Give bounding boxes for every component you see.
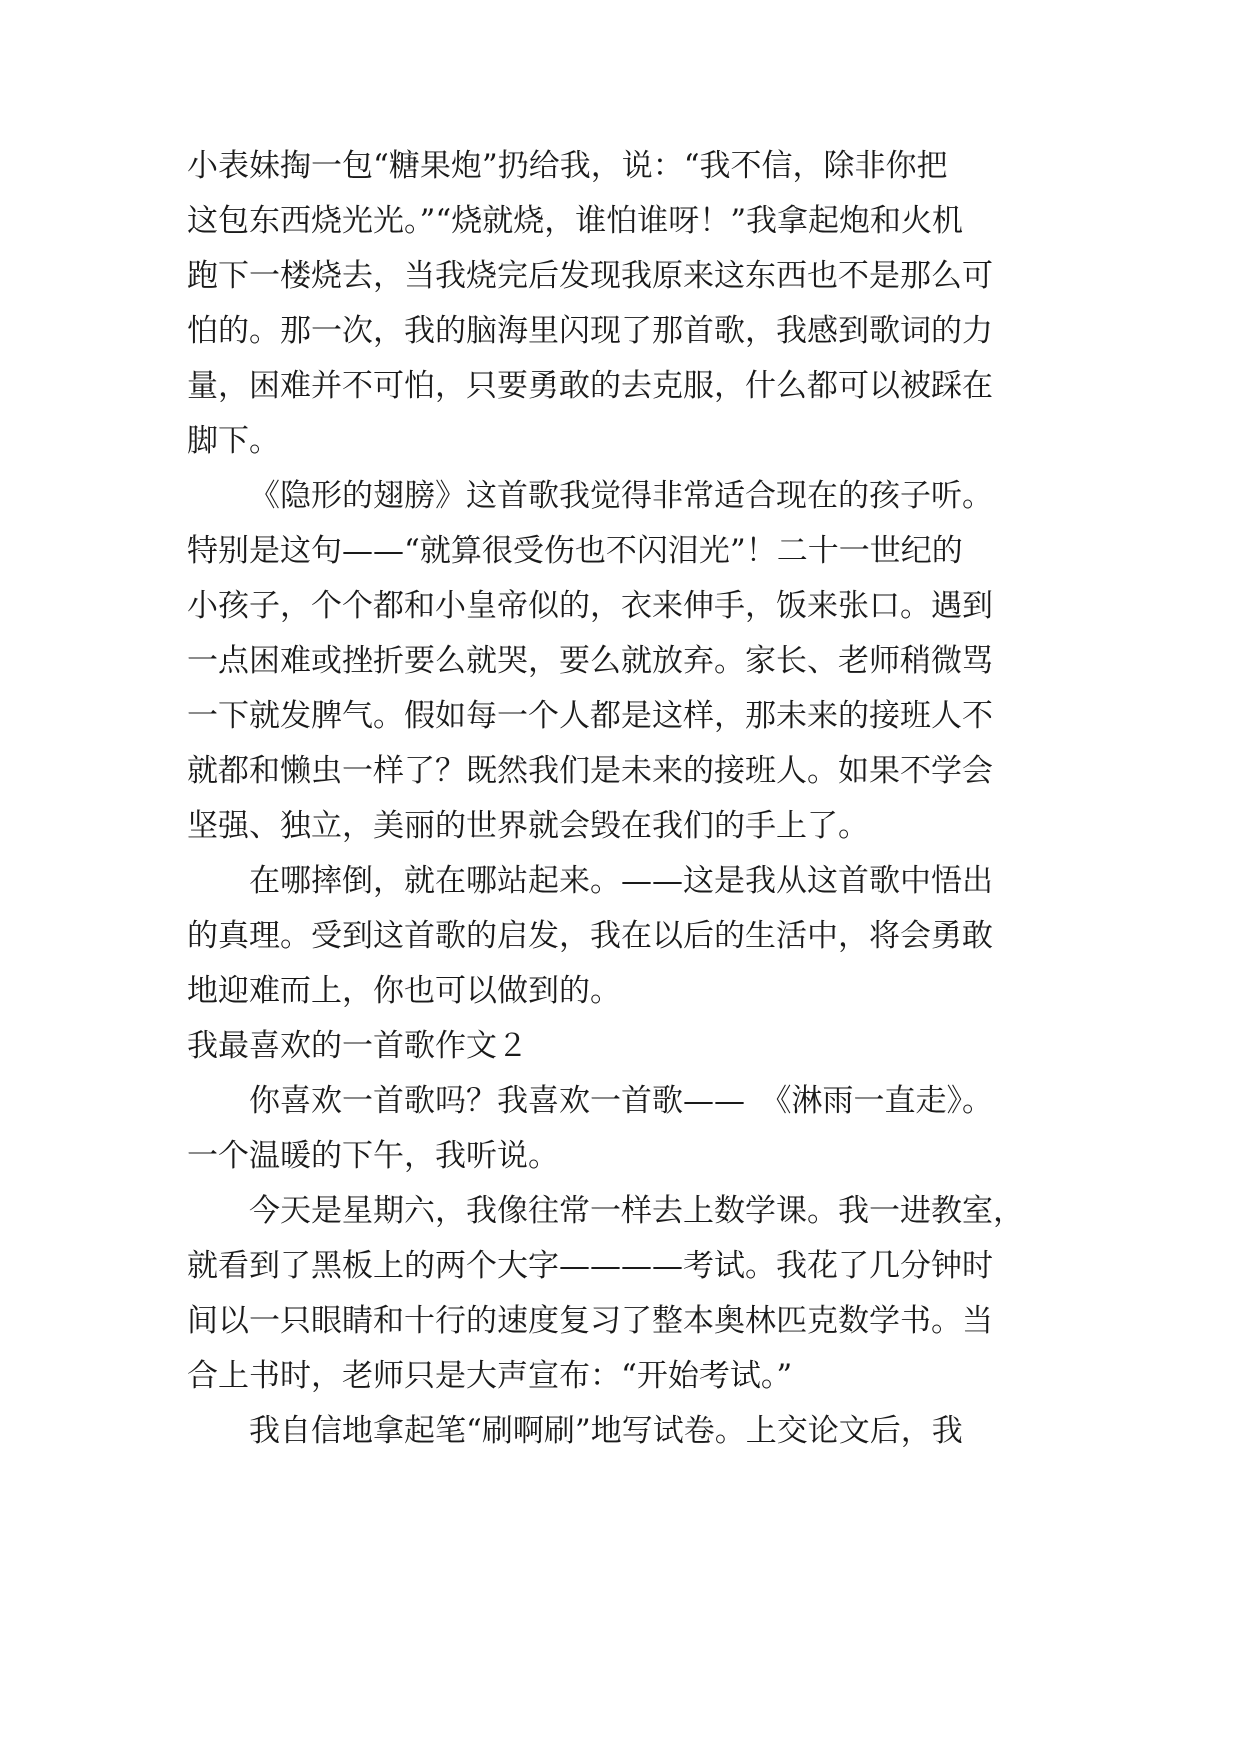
- text-line: 间以一只眼睛和十行的速度复习了整本奥林匹克数学书。当: [187, 1303, 993, 1339]
- text-line: 的真理。受到这首歌的启发，我在以后的生活中，将会勇敢: [187, 918, 993, 954]
- text-line: 量，困难并不可怕，只要勇敢的去克服，什么都可以被踩在: [187, 368, 993, 404]
- text-line: 特别是这句——“就算很受伤也不闪泪光”！二十一世纪的: [187, 533, 963, 569]
- text-line: 地迎难而上，你也可以做到的。: [187, 973, 621, 1009]
- text-line: 脚下。: [187, 423, 280, 459]
- paragraph-first-line: 在哪摔倒，就在哪站起来。——这是我从这首歌中悟出: [249, 863, 993, 899]
- text-line: 就都和懒虫一样了？既然我们是未来的接班人。如果不学会: [187, 753, 993, 789]
- text-line: 跑下一楼烧去，当我烧完后发现我原来这东西也不是那么可: [187, 258, 993, 294]
- text-line: 就看到了黑板上的两个大字————考试。我花了几分钟时: [187, 1248, 993, 1284]
- text-line: 一点困难或挫折要么就哭，要么就放弃。家长、老师稍微骂: [187, 643, 993, 679]
- text-line: 一个温暖的下午，我听说。: [187, 1138, 559, 1174]
- paragraph-first-line: 《隐形的翅膀》这首歌我觉得非常适合现在的孩子听。: [249, 478, 993, 514]
- paragraph-first-line: 今天是星期六，我像往常一样去上数学课。我一进教室，: [249, 1193, 1024, 1229]
- text-line: 小孩子，个个都和小皇帝似的，衣来伸手，饭来张口。遇到: [187, 588, 993, 624]
- paragraph-first-line: 我自信地拿起笔“刷啊刷”地写试卷。上交论文后，我: [249, 1413, 963, 1449]
- paragraph-first-line: 你喜欢一首歌吗？我喜欢一首歌—— 《淋雨一直走》。: [249, 1083, 993, 1119]
- section-heading: 我最喜欢的一首歌作文２: [187, 1028, 528, 1064]
- text-line: 这包东西烧光光。”“烧就烧，谁怕谁呀！”我拿起炮和火机: [187, 203, 964, 239]
- text-line: 坚强、独立，美丽的世界就会毁在我们的手上了。: [187, 808, 869, 844]
- text-line: 合上书时，老师只是大声宣布：“开始考试。”: [187, 1358, 793, 1394]
- text-line: 一下就发脾气。假如每一个人都是这样，那未来的接班人不: [187, 698, 993, 734]
- text-line: 怕的。那一次，我的脑海里闪现了那首歌，我感到歌词的力: [187, 313, 993, 349]
- text-line: 小表妹掏一包“糖果炮”扔给我，说：“我不信，除非你把: [187, 148, 948, 184]
